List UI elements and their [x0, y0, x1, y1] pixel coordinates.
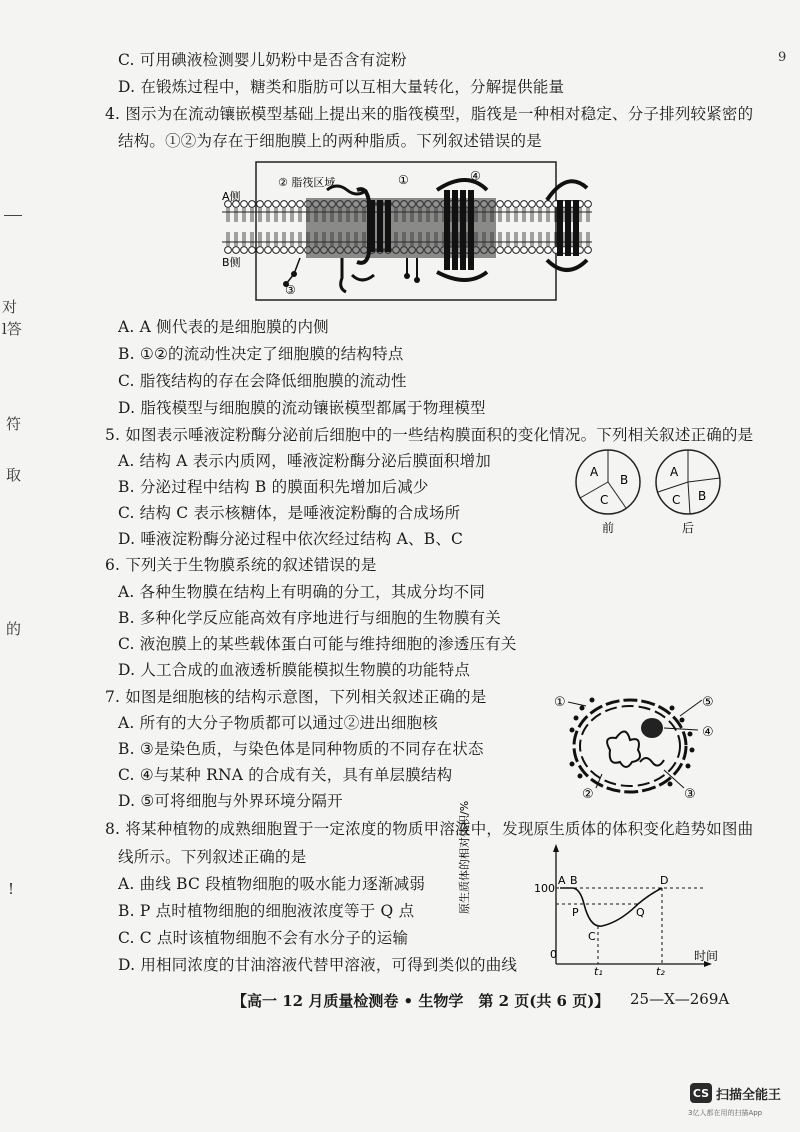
- lipid-head-upper: [249, 201, 256, 208]
- lipid-tail: [243, 232, 245, 246]
- before-label: 前: [602, 521, 615, 535]
- q7-option-c: C. ④与某种 RNA 的合成有关，具有单层膜结构: [118, 766, 453, 784]
- lipid-tail: [547, 208, 549, 222]
- q3-option-d: D. 在锻炼过程中，糖类和脂肪可以互相大量转化，分解提供能量: [118, 78, 565, 96]
- lipid-raft-figure: [222, 160, 592, 302]
- lipid-head-lower: [289, 247, 296, 254]
- lipid-tail: [235, 232, 237, 246]
- svg-text:B: B: [620, 473, 629, 487]
- lipid-tail: [283, 232, 285, 246]
- y-axis-arrow: [553, 844, 559, 852]
- q7-option-a: A. 所有的大分子物质都可以通过②进出细胞核: [118, 714, 438, 732]
- lipid-head-upper: [273, 201, 280, 208]
- q5-option-b: B. 分泌过程中结构 B 的膜面积先增加后减少: [118, 478, 429, 496]
- lipid-head-lower: [257, 247, 264, 254]
- margin-top-right: 9: [778, 50, 787, 65]
- lipid-tail: [299, 208, 301, 222]
- scanner-name: 扫描全能王: [716, 1087, 782, 1103]
- nucleus-label-3: ③: [684, 787, 696, 802]
- lipid-tail: [515, 208, 517, 222]
- margin-char-dui: 对: [2, 298, 18, 316]
- lipid-tail: [227, 232, 229, 246]
- chart-ylabel: 原生质体的相对体积/%: [458, 800, 471, 914]
- lipid-head-lower: [537, 247, 544, 254]
- lipid-head-lower: [265, 247, 272, 254]
- lipid-head-lower: [545, 247, 552, 254]
- svg-text:C: C: [672, 493, 681, 507]
- q8-stem-2: 线所示。下列叙述正确的是: [118, 848, 307, 866]
- chart-origin: 0: [550, 948, 557, 961]
- pie-after: [656, 450, 720, 514]
- lipid-tail: [259, 232, 261, 246]
- lipid-tail: [563, 208, 565, 222]
- svg-text:B: B: [698, 489, 707, 503]
- lipid-tail: [291, 232, 293, 246]
- scanner-tagline: 3亿人都在用的扫描App: [688, 1109, 763, 1117]
- lipid-tail: [547, 232, 549, 246]
- nucleus-label-4: ④: [702, 725, 714, 740]
- q6-option-c: C. 液泡膜上的某些载体蛋白可能与维持细胞的渗透压有关: [118, 635, 517, 653]
- margin-char-qu: 取: [6, 466, 22, 484]
- lipid-head-upper: [265, 201, 272, 208]
- a-side-label: A侧: [222, 190, 241, 203]
- q8-option-d: D. 用相同浓度的甘油溶液代替甲溶液，可得到类似的曲线: [118, 956, 518, 974]
- lipid-tail: [251, 232, 253, 246]
- lipid-head-lower: [529, 247, 536, 254]
- lipid-head-lower: [241, 247, 248, 254]
- q7-stem: 7. 如图是细胞核的结构示意图，下列相关叙述正确的是: [105, 688, 487, 706]
- lipid-tail: [275, 232, 277, 246]
- lipid-head-upper: [529, 201, 536, 208]
- lipid-tail: [507, 208, 509, 222]
- svg-text:A: A: [670, 465, 679, 479]
- nucleus-figure: [552, 690, 722, 802]
- margin-rule: [4, 215, 22, 216]
- q8-option-c: C. C 点时该植物细胞不会有水分子的运输: [118, 929, 409, 947]
- lipid-tail: [587, 208, 589, 222]
- margin-char-de: 的: [6, 620, 22, 638]
- lipid-head-upper: [521, 201, 528, 208]
- lipid-head-lower: [273, 247, 280, 254]
- lipid-head-lower: [513, 247, 520, 254]
- label-1: ①: [398, 173, 409, 187]
- lipid-head-lower: [281, 247, 288, 254]
- scanner-badge-icon: CS: [690, 1083, 712, 1103]
- lipid-tail: [243, 208, 245, 222]
- point-a: A: [558, 874, 566, 887]
- lipid-head-upper: [281, 201, 288, 208]
- q6-option-d: D. 人工合成的血液透析膜能模拟生物膜的功能特点: [118, 661, 471, 679]
- margin-char-da: l答: [2, 320, 22, 338]
- q4-stem-1: 4. 图示为在流动镶嵌模型基础上提出来的脂筏模型，脂筏是一种相对稳定、分子排列较紧密的: [105, 105, 754, 123]
- nucleus-label-5: ⑤: [702, 695, 714, 710]
- q6-option-a: A. 各种生物膜在结构上有明确的分工，其成分均不同: [118, 583, 486, 601]
- margin-char-fu: 符: [6, 415, 22, 433]
- lipid-tail: [507, 232, 509, 246]
- svg-text:A: A: [590, 465, 599, 479]
- lipid-tail: [587, 232, 589, 246]
- lipid-head-lower: [497, 247, 504, 254]
- lipid-tail: [523, 232, 525, 246]
- lipid-tail: [251, 208, 253, 222]
- lipid-head-lower: [505, 247, 512, 254]
- lipid-tail: [267, 208, 269, 222]
- nucleus-label-2: ②: [582, 787, 594, 802]
- raft-label: ② 脂筏区域: [278, 176, 336, 189]
- lipid-head-lower: [297, 247, 304, 254]
- page-footer-code: 25—X—269A: [630, 990, 730, 1008]
- chart-xtick-t1: t₁: [594, 965, 603, 978]
- q4-option-d: D. 脂筏模型与细胞膜的流动镶嵌模型都属于物理模型: [118, 399, 486, 417]
- point-p: P: [572, 906, 579, 919]
- chart-ytick-100: 100: [534, 882, 555, 895]
- lipid-head-upper: [545, 201, 552, 208]
- q4-stem-2: 结构。①②为存在于细胞膜上的两种脂质。下列叙述错误的是: [118, 132, 542, 150]
- q3-option-c: C. 可用碘液检测婴儿奶粉中是否含有淀粉: [118, 51, 407, 69]
- svg-text:C: C: [600, 493, 609, 507]
- lipid-head-upper: [537, 201, 544, 208]
- q8-stem-1: 8. 将某种植物的成熟细胞置于一定浓度的物质甲溶液中，发现原生质体的体积变化趋势如图曲: [105, 820, 754, 838]
- lipid-tail: [579, 232, 581, 246]
- lipid-tail: [291, 208, 293, 222]
- q5-option-a: A. 结构 A 表示内质网，唾液淀粉酶分泌后膜面积增加: [118, 452, 491, 470]
- lipid-tail: [499, 232, 501, 246]
- point-b: B: [570, 874, 578, 887]
- lipid-tail: [227, 208, 229, 222]
- lipid-head-upper: [585, 201, 592, 208]
- lipid-head-upper: [513, 201, 520, 208]
- nucleus-label-1: ①: [554, 695, 566, 710]
- lipid-tail: [283, 208, 285, 222]
- q6-option-b: B. 多种化学反应能高效有序地进行与细胞的生物膜有关: [118, 609, 501, 627]
- q4-option-c: C. 脂筏结构的存在会降低细胞膜的流动性: [118, 372, 407, 390]
- lipid-tail: [579, 208, 581, 222]
- lipid-head-upper: [505, 201, 512, 208]
- lipid-tail: [571, 232, 573, 246]
- lipid-head-lower: [521, 247, 528, 254]
- q5-option-c: C. 结构 C 表示核糖体，是唾液淀粉酶的合成场所: [118, 504, 461, 522]
- point-c: C: [588, 930, 596, 943]
- lipid-tail: [267, 232, 269, 246]
- lipid-tail: [235, 208, 237, 222]
- lipid-tail: [523, 208, 525, 222]
- protoplast-volume-chart: [458, 800, 730, 978]
- page-footer-title: 【高一 12 月质量检测卷 • 生物学 第 2 页(共 6 页)】: [232, 992, 610, 1010]
- q5-option-d: D. 唾液淀粉酶分泌过程中依次经过结构 A、B、C: [118, 530, 464, 548]
- after-label: 后: [682, 521, 695, 535]
- lipid-tail: [531, 232, 533, 246]
- q4-option-a: A. A 侧代表的是细胞膜的内侧: [118, 318, 329, 336]
- lipid-head-upper: [297, 201, 304, 208]
- q8-option-b: B. P 点时植物细胞的细胞液浓度等于 Q 点: [118, 902, 415, 920]
- q6-stem: 6. 下列关于生物膜系统的叙述错误的是: [105, 556, 377, 574]
- q4-option-b: B. ①②的流动性决定了细胞膜的结构特点: [118, 345, 404, 363]
- lipid-tail: [539, 208, 541, 222]
- pie-before: [576, 450, 640, 514]
- lipid-head-lower: [225, 247, 232, 254]
- lipid-tail: [563, 232, 565, 246]
- scanner-logo: [690, 1083, 781, 1103]
- chart-xlabel: 时间: [694, 949, 719, 963]
- lipid-head-lower: [233, 247, 240, 254]
- point-q: Q: [636, 906, 645, 919]
- lipid-tail: [539, 232, 541, 246]
- lipid-tail: [499, 208, 501, 222]
- point-d: D: [660, 874, 669, 887]
- label-3: ③: [285, 283, 296, 297]
- membrane-area-pie-figure: [572, 448, 732, 536]
- q7-option-d: D. ⑤可将细胞与外界环境分隔开: [118, 792, 343, 810]
- q5-stem: 5. 如图表示唾液淀粉酶分泌前后细胞中的一些结构膜面积的变化情况。下列相关叙述正确的是: [105, 426, 754, 444]
- lipid-head-lower: [249, 247, 256, 254]
- lipid-head-upper: [497, 201, 504, 208]
- lipid-head-upper: [289, 201, 296, 208]
- lipid-tail: [275, 208, 277, 222]
- lipid-head-upper: [241, 201, 248, 208]
- lipid-tail: [571, 208, 573, 222]
- lipid-tail: [259, 208, 261, 222]
- lipid-head-upper: [257, 201, 264, 208]
- lipid-head-lower: [585, 247, 592, 254]
- margin-mark: !: [8, 880, 15, 898]
- q7-option-b: B. ③是染色质，与染色体是同种物质的不同存在状态: [118, 740, 484, 758]
- lipid-tail: [515, 232, 517, 246]
- q8-option-a: A. 曲线 BC 段植物细胞的吸水能力逐渐减弱: [118, 875, 426, 893]
- label-4: ④: [470, 169, 481, 183]
- lipid-tail: [299, 232, 301, 246]
- lipid-tail: [531, 208, 533, 222]
- chart-xtick-t2: t₂: [656, 965, 665, 978]
- b-side-label: B侧: [222, 256, 241, 269]
